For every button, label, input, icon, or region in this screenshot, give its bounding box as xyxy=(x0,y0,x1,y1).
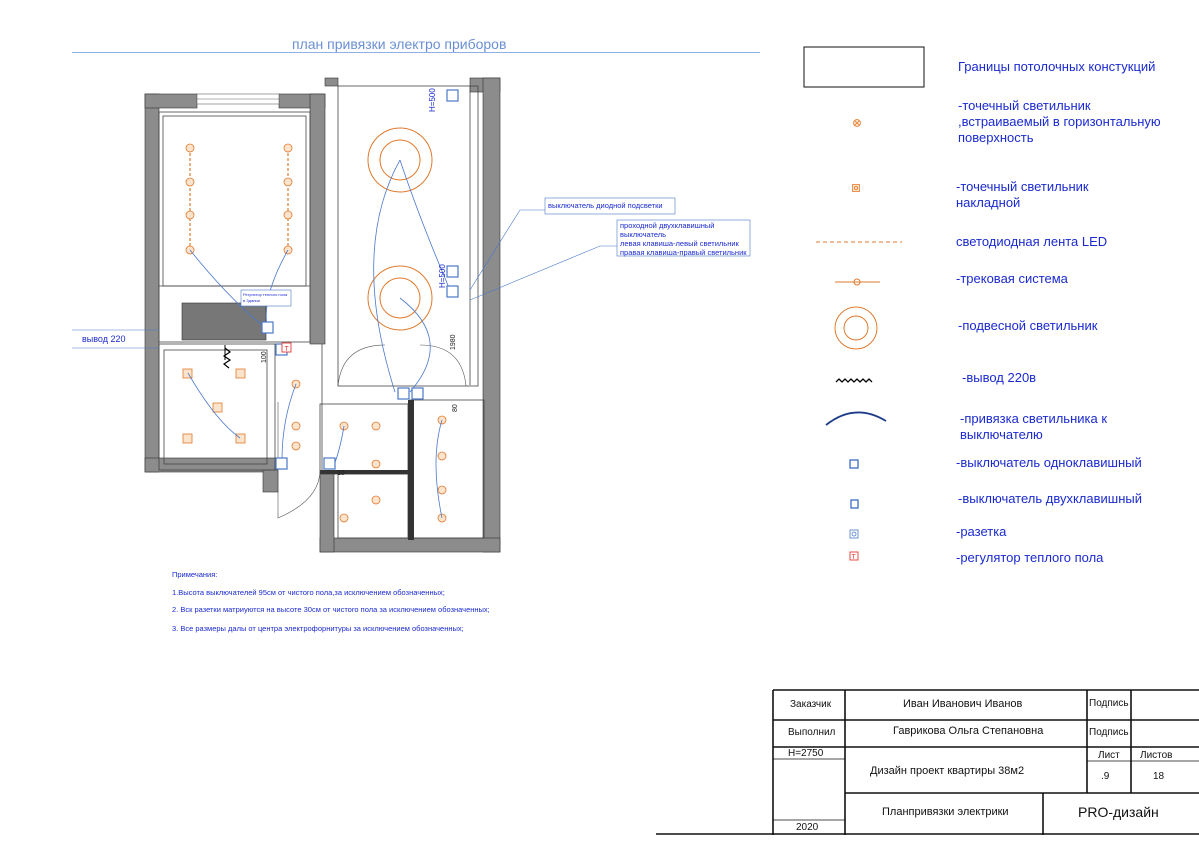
pass-switch-label-1: проходной двухклавишный xyxy=(620,221,715,230)
tb-performer-label: Выполнил xyxy=(788,727,836,738)
wall xyxy=(145,94,197,108)
dim-1980: 1980 xyxy=(450,334,457,350)
diode-switch-label: выключатель диодной подсветки xyxy=(548,201,663,210)
tb-height: H=2750 xyxy=(788,748,824,759)
tb-sheet: .9 xyxy=(1101,771,1110,782)
legend-label-led: светодиодная лента LED xyxy=(956,234,1108,249)
tb-sign-2: Подпись xyxy=(1089,727,1129,738)
wall xyxy=(325,78,338,86)
dim-100: 100 xyxy=(261,351,268,363)
legend-label-output: -вывод 220в xyxy=(962,370,1037,385)
track-system-icon xyxy=(835,279,880,285)
wall xyxy=(310,94,325,344)
dim-h500-top: H=500 xyxy=(428,88,437,112)
dim-80: 80 xyxy=(452,404,459,412)
pendant-lights xyxy=(368,128,432,330)
wall xyxy=(483,78,500,552)
surface-spotlight-icon xyxy=(853,185,860,192)
output-220-label: вывод 220 xyxy=(82,334,126,344)
svg-text:T: T xyxy=(284,346,289,353)
floor-reg-label-2: в Здании xyxy=(243,298,260,303)
legend-label-surface: -точечный светильник накладной xyxy=(956,179,1089,210)
output-220-icon xyxy=(836,379,872,382)
wall xyxy=(145,94,159,472)
plan-title: план привязки электро приборов xyxy=(292,36,507,52)
socket-icon xyxy=(850,530,858,538)
tb-drawing: Планпривязки электрики xyxy=(882,806,1009,818)
tb-sheet-label: Лист xyxy=(1098,750,1120,761)
wall xyxy=(320,472,334,552)
pendant-light-icon xyxy=(835,307,877,349)
pass-switch-label-3: левая клавиша-левый светильник xyxy=(620,239,739,248)
note-1: 1.Высота выключателей 95см от чистого пола,за исключением обозначенных; xyxy=(172,588,445,597)
floor-reg-label-1: Регулятор теплого пола xyxy=(243,292,288,297)
recessed-spotlight-icon xyxy=(854,120,861,127)
kitchen-block xyxy=(182,303,266,340)
tb-sheets: 18 xyxy=(1153,771,1165,782)
legend-label-boundary: Границы потолочных констукций xyxy=(958,59,1156,74)
tb-project: Дизайн проект квартиры 38м2 xyxy=(870,765,1025,777)
note-2: 2. Вск разетки матриуются на высоте 30см от чистого пола за исключением обозначенных; xyxy=(172,605,490,614)
note-3: 3. Все размеры далы от центра электрофорнитуры за исключением обозначенных; xyxy=(172,624,464,633)
tb-customer-name: Иван Иванович Иванов xyxy=(903,698,1023,710)
tb-year: 2020 xyxy=(796,822,819,833)
legend-label-pendant: -подвесной светильник xyxy=(958,318,1098,333)
legend-label-recessed: -точечный светильник ,встраиваемый в горизонтальную поверхность xyxy=(958,98,1161,145)
single-switch-icon xyxy=(850,460,858,468)
dim-h500-mid: H=500 xyxy=(438,264,447,288)
ceiling-boundary-icon xyxy=(804,47,924,87)
notes-header: Примечания: xyxy=(172,570,218,579)
legend-label-socket: -разетка xyxy=(956,524,1007,539)
svg-text:T: T xyxy=(851,554,856,561)
floor-plan xyxy=(0,0,770,560)
tb-performer-name: Гаврикова Ольга Степановна xyxy=(893,725,1044,737)
pass-switch-label-2: выключатель xyxy=(620,230,667,239)
legend-label-floor-heating: -регулятор теплого пола xyxy=(956,550,1104,565)
legend-label-track: -трековая система xyxy=(956,271,1068,286)
wall xyxy=(320,538,500,552)
legend-label-double-switch: -выключатель двухклавишный xyxy=(958,491,1142,506)
pass-switch-label-4: правая клавиша-правый светильник xyxy=(620,248,747,257)
legend-label-link: -привязка светильника к выключателю xyxy=(960,411,1108,442)
tb-sign-1: Подпись xyxy=(1089,698,1129,709)
tb-studio: PRO-дизайн xyxy=(1078,804,1159,820)
light-link-icon xyxy=(826,412,886,425)
legend-symbols xyxy=(800,40,940,580)
tb-customer-label: Заказчик xyxy=(790,699,832,710)
dim-10: 10 xyxy=(337,470,345,477)
tb-sheets-label: Листов xyxy=(1140,750,1173,761)
double-switch-icon xyxy=(851,500,858,508)
legend-label-single-switch: -выключатель одноклавишный xyxy=(956,455,1142,470)
wall xyxy=(263,470,278,492)
